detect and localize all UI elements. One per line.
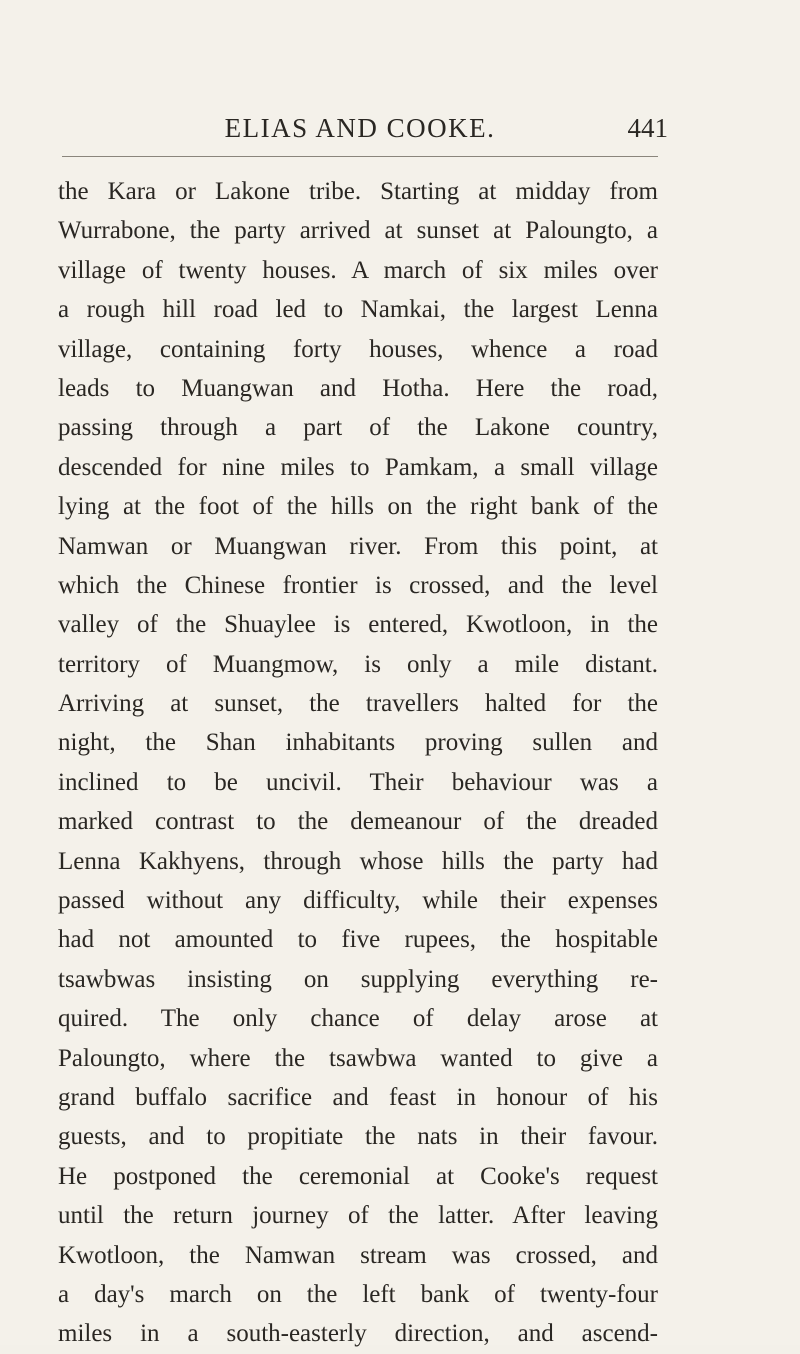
text-line: descended for nine miles to Pamkam, a small village (58, 453, 658, 481)
text-line: Namwan or Muangwan river. From this point, at (58, 532, 658, 560)
text-line: territory of Muangmow, is only a mile distant. (58, 650, 658, 678)
header-rule (62, 156, 658, 157)
text-line: Lenna Kakhyens, through whose hills the party had (58, 847, 658, 875)
body-text (58, 172, 658, 1354)
text-line: valley of the Shuaylee is entered, Kwotloon, in the (58, 611, 658, 639)
text-line: had not amounted to five rupees, the hospitable (58, 926, 658, 954)
text-line: village, containing forty houses, whence a road (58, 335, 658, 363)
text-line: miles in a south-easterly direction, and ascend- (58, 1320, 658, 1348)
text-line: a rough hill road led to Namkai, the largest Lenna (58, 296, 658, 324)
text-line: which the Chinese frontier is crossed, and the level (58, 571, 658, 599)
text-line: guests, and to propitiate the nats in their favour. (58, 1123, 658, 1151)
text-line: the Kara or Lakone tribe. Starting at midday from (58, 178, 658, 205)
text-line: He postponed the ceremonial at Cooke's request (58, 1162, 658, 1190)
text-line: Kwotloon, the Namwan stream was crossed, and (58, 1241, 658, 1269)
text-line: Wurrabone, the party arrived at sunset at Paloungto, a (58, 217, 658, 245)
text-line: grand buffalo sacrifice and feast in honour of his (58, 1083, 658, 1111)
text-line: lying at the foot of the hills on the right bank of the (58, 493, 658, 521)
running-title: ELIAS AND COOKE. (224, 113, 496, 143)
text-line: night, the Shan inhabitants proving sullen and (58, 729, 658, 757)
page-number: 441 (627, 113, 668, 143)
text-line: village of twenty houses. A march of six miles over (58, 256, 658, 284)
text-line: until the return journey of the latter. After leaving (58, 1202, 658, 1230)
text-line: tsawbwas insisting on supplying everything re- (58, 965, 658, 993)
text-line: passed without any difficulty, while their expenses (58, 887, 658, 915)
text-line: Arriving at sunset, the travellers halted for the (58, 690, 658, 718)
running-head (60, 110, 668, 150)
text-line: leads to Muangwan and Hotha. Here the road, (58, 374, 658, 402)
text-line: marked contrast to the demeanour of the dreaded (58, 808, 658, 836)
text-line: inclined to be uncivil. Their behaviour was a (58, 768, 658, 796)
text-line: quired. The only chance of delay arose at (58, 1005, 658, 1033)
text-line: passing through a part of the Lakone country, (58, 414, 658, 442)
text-line: Paloungto, where the tsawbwa wanted to give a (58, 1044, 658, 1072)
text-line: a day's march on the left bank of twenty-four (58, 1280, 658, 1308)
